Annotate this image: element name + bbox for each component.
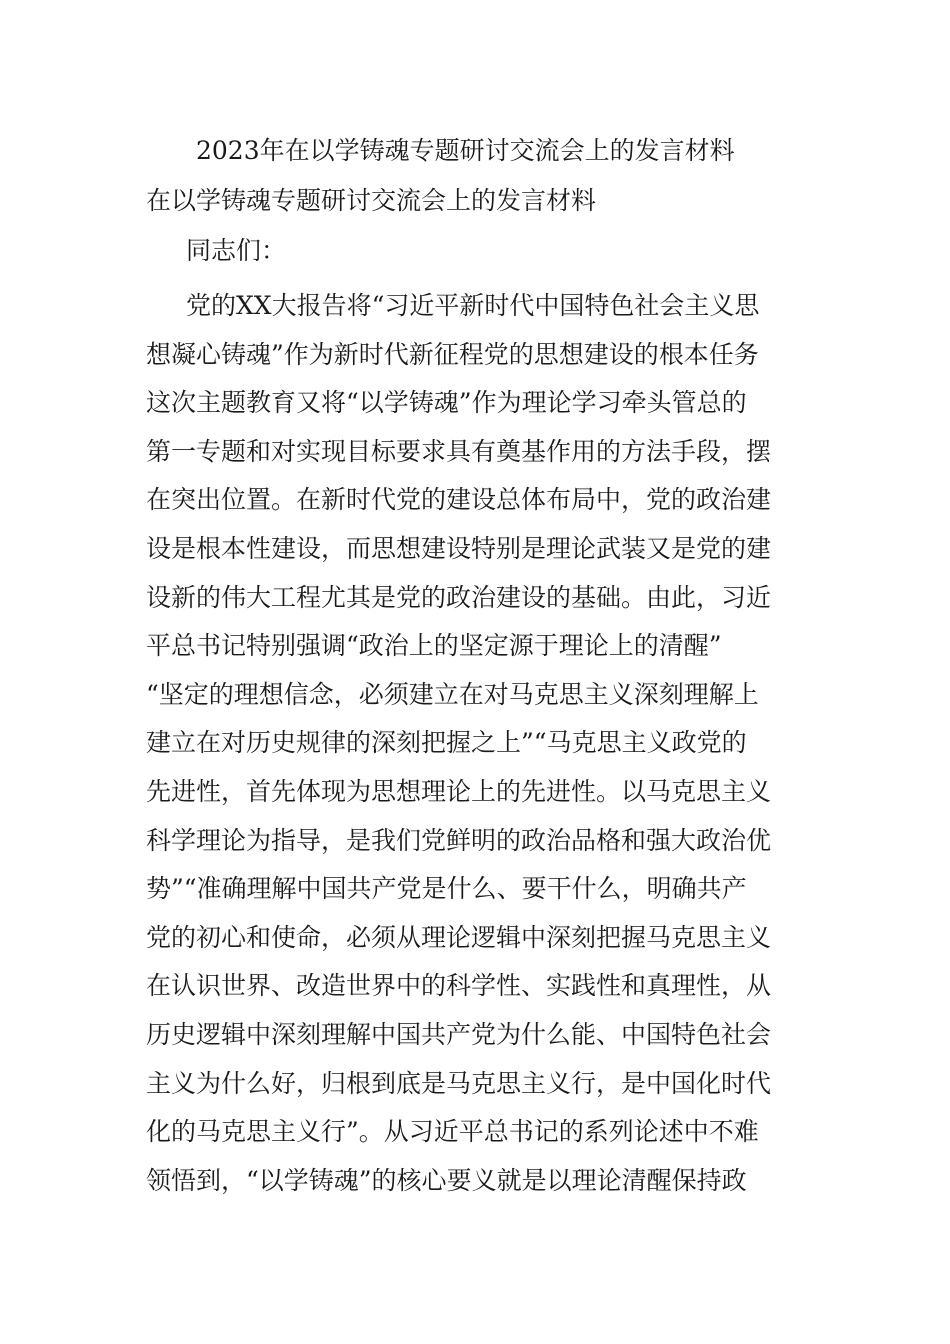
body-line: “坚定的理想信念，必须建立在对马克思主义深刻理解上 [146,679,759,709]
body-line: 这次主题教育又将“以学铸魂”作为理论学习牵头管总的 [146,388,747,418]
body-line: 在突出位置。在新时代党的建设总体布局中，党的政治建 [146,485,772,515]
body-line: 势”“准确理解中国共产党是什么、要干什么，明确共产 [146,874,747,904]
body-line: 平总书记特别强调“政治上的坚定源于理论上的清醒” [146,631,722,661]
body-line: 党的初心和使命，必须从理论逻辑中深刻把握马克思主义 [146,922,772,952]
body-paragraph [146,282,826,1205]
document-subtitle: 在以学铸魂专题研讨交流会上的发言材料 [146,186,597,215]
salutation: 同志们： [186,236,287,265]
body-line: 领悟到，“以学铸魂”的核心要义就是以理论清醒保持政 [146,1165,747,1195]
body-line: 党的XX大报告将“习近平新时代中国特色社会主义思 [186,291,760,320]
body-line: 第一专题和对实现目标要求具有奠基作用的方法手段，摆 [146,436,772,466]
body-line: 想凝心铸魂”作为新时代新征程党的思想建设的根本任务 [146,339,759,369]
body-line: 化的马克思主义行”。从习近平总书记的系列论述中不难 [146,1117,759,1147]
body-line: 在认识世界、改造世界中的科学性、实践性和真理性，从 [146,971,772,1001]
body-line: 主义为什么好，归根到底是马克思主义行，是中国化时代 [146,1068,772,1098]
document-title: 2023年在以学铸魂专题研讨交流会上的发言材料 [196,136,735,165]
body-line: 设新的伟大工程尤其是党的政治建设的基础。由此，习近 [146,582,772,612]
body-line: 建立在对历史规律的深刻把握之上”“马克思主义政党的 [146,728,747,758]
body-line: 设是根本性建设，而思想建设特别是理论武装又是党的建 [146,533,772,563]
body-line: 先进性，首先体现为思想理论上的先进性。以马克思主义 [146,776,772,806]
body-line: 科学理论为指导，是我们党鲜明的政治品格和强大政治优 [146,825,772,855]
body-line: 历史逻辑中深刻理解中国共产党为什么能、中国特色社会 [146,1019,772,1049]
